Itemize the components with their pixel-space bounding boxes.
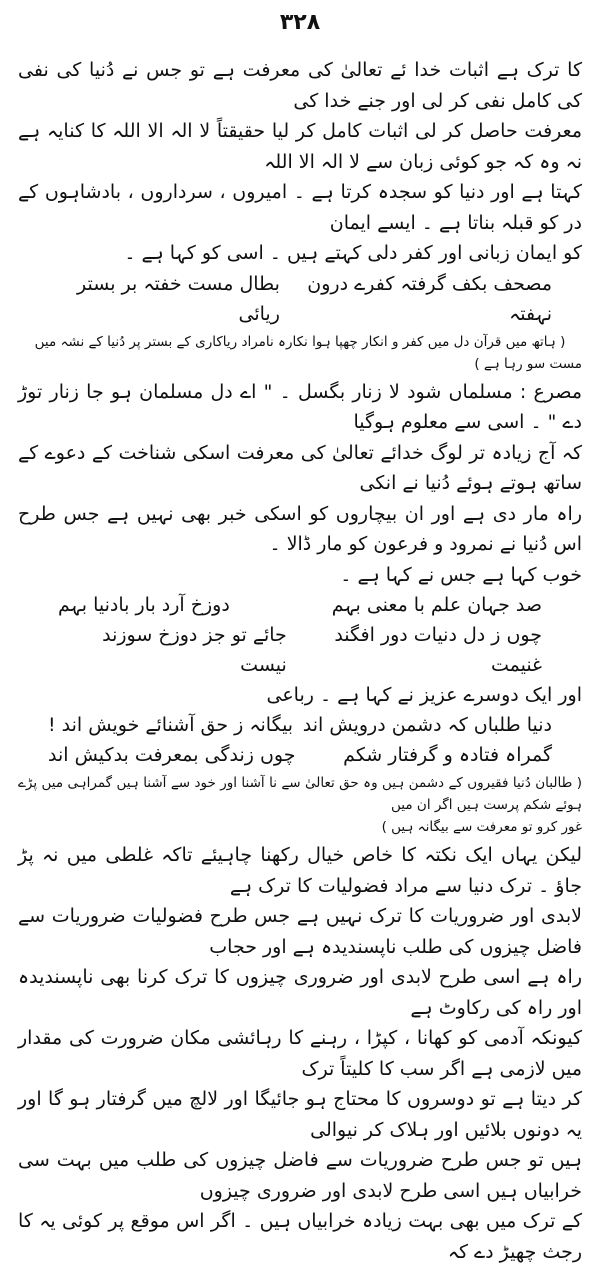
verse-right: صد جہان علم با معنی بہم [331,594,542,616]
couplet-2b [18,620,582,680]
verse-right: مصحف بکف گرفتہ کفرے درون نہفتہ [307,272,552,325]
paragraph-2 [18,377,582,591]
verse-left: دوزخ آرد بار بادنیا بہم [58,594,230,616]
text-line: کہ آج زیادہ تر لوگ خدائے تعالیٰ کی معرفت اسکی شناخت کے دعوے کے ساتھ ہوتے ہوئے دُنیا نے انکی [18,441,582,494]
note-line: ( طالبان دُنیا فقیروں کے دشمن ہیں وہ حق تعالیٰ سے نا آشنا اور خود سے آشنا ہیں گمراہی میں پڑے ہوئے شکم پرست ہیں اگر ان میں [18,775,582,813]
couplet-1 [18,269,582,329]
verse-left: بطال مست خفتہ بر بستر ریائی [77,272,280,325]
text-line: کہتا ہے اور دنیا کو سجدہ کرتا ہے ۔ امیروں ، سرداروں ، بادشاہوں کے در کو قبلہ بناتا ہے ۔ ایسے ایمان [18,181,582,234]
verse-left: جائے تو جز دوزخ سوزند نیست [102,624,287,676]
note-line: غور کرو تو معرفت سے بیگانہ ہیں ) [381,819,582,835]
verse-right: چوں ز دل دنیات دور افگند غنیمت [334,624,542,676]
text-line: کو ایمان زبانی اور کفر دلی کہتے ہیں ۔ اسی کو کہا ہے ۔ [124,242,582,264]
verse-left: بیگانہ ز حق آشنائے خویش اند ! [48,714,294,736]
couplet-2a [18,590,582,620]
paragraph-3 [18,840,582,1267]
text-line: کے ترک میں بھی بہت زیادہ خرابیاں ہیں ۔ اگر اس موقع پر کوئی یہ کا رجث چھیڑ دے کہ [18,1210,582,1263]
verse-left: چوں زندگی بمعرفت بدکیش اند [48,744,296,766]
couplet-3b [18,740,582,770]
page-number: ۳۲۸ [279,10,321,35]
paragraph-1 [18,55,582,269]
note-2 [18,772,582,838]
text-line: کیونکہ آدمی کو کھانا ، کپڑا ، رہنے کا رہائشی مکان ضرورت کی مقدار میں لازمی ہے اگر سب کا کلیتاً ترک [18,1027,582,1080]
text-line: کر دیتا ہے تو دوسروں کا محتاج ہو جائیگا اور لالچ میں گرفتار ہو گا اور یہ دونوں بلائیں اور ہلاک کر نیوالی [18,1088,582,1141]
text-line: خوب کہا ہے جس نے کہا ہے ۔ [340,563,582,586]
text-line: راہ ہے اسی طرح لابدی اور ضروری چیزوں کا ترک کرنا بھی ناپسندیدہ اور راہ کی رکاوٹ ہے [18,966,582,1019]
text-line: لیکن یہاں ایک نکتہ کا خاص خیال رکھنا چاہیئے تاکہ غلطی میں نہ پڑ جاؤ ۔ ترک دنیا سے مراد فضولیات کا ترک ہے [18,844,582,897]
text-line: کا ترک ہے اثبات خدا ئے تعالیٰ کی معرفت ہے تو جس نے دُنیا کی نفی کی کامل نفی کر لی اور جنے خدا کی [18,59,582,112]
text-line: لابدی اور ضروریات کا ترک نہیں ہے جس طرح فضولیات ضروریات سے فاضل چیزوں کی طلب ناپسندیدہ ہے اور حجاب [18,905,582,958]
verse-right: گمراہ فتادہ و گرفتار شکم [343,744,552,766]
text-line: مصرع : مسلماں شود لا زنار بگسل ۔ " اے دل مسلمان ہو جا زنار توڑ دے " ۔ اسی سے معلوم ہوگیا [18,380,582,433]
note-1: ( ہاتھ میں قرآن دل میں کفر و انکار چھپا ہوا نکارہ نامراد ریاکاری کے بستر پر دُنیا کے نشہ میں مست سو رہا ہے ) [34,333,582,372]
text-line: معرفت حاصل کر لی اثبات کامل کر لیا حقیقتاً لا الہ الا اللہ کا کنایہ ہے نہ وہ کہ جو کوئی زبان سے لا الہ الا اللہ [18,120,582,173]
rubai-intro: اور ایک دوسرے عزیز نے کہا ہے ۔ رباعی [266,684,582,706]
couplet-3a [18,710,582,740]
verse-right: دنیا طلباں کہ دشمن درویش اند [302,714,552,736]
text-line: راہ مار دی ہے اور ان بیچاروں کو اسکی خبر بھی نہیں ہے جس طرح اس دُنیا نے نمرود و فرعون کو مار ڈالا ۔ [18,502,582,555]
text-line: ہیں تو جس طرح ضروریات سے فاضل چیزوں کی طلب میں بہت سی خرابیاں ہیں اسی طرح لابدی اور ضروری چیزوں [18,1149,582,1202]
